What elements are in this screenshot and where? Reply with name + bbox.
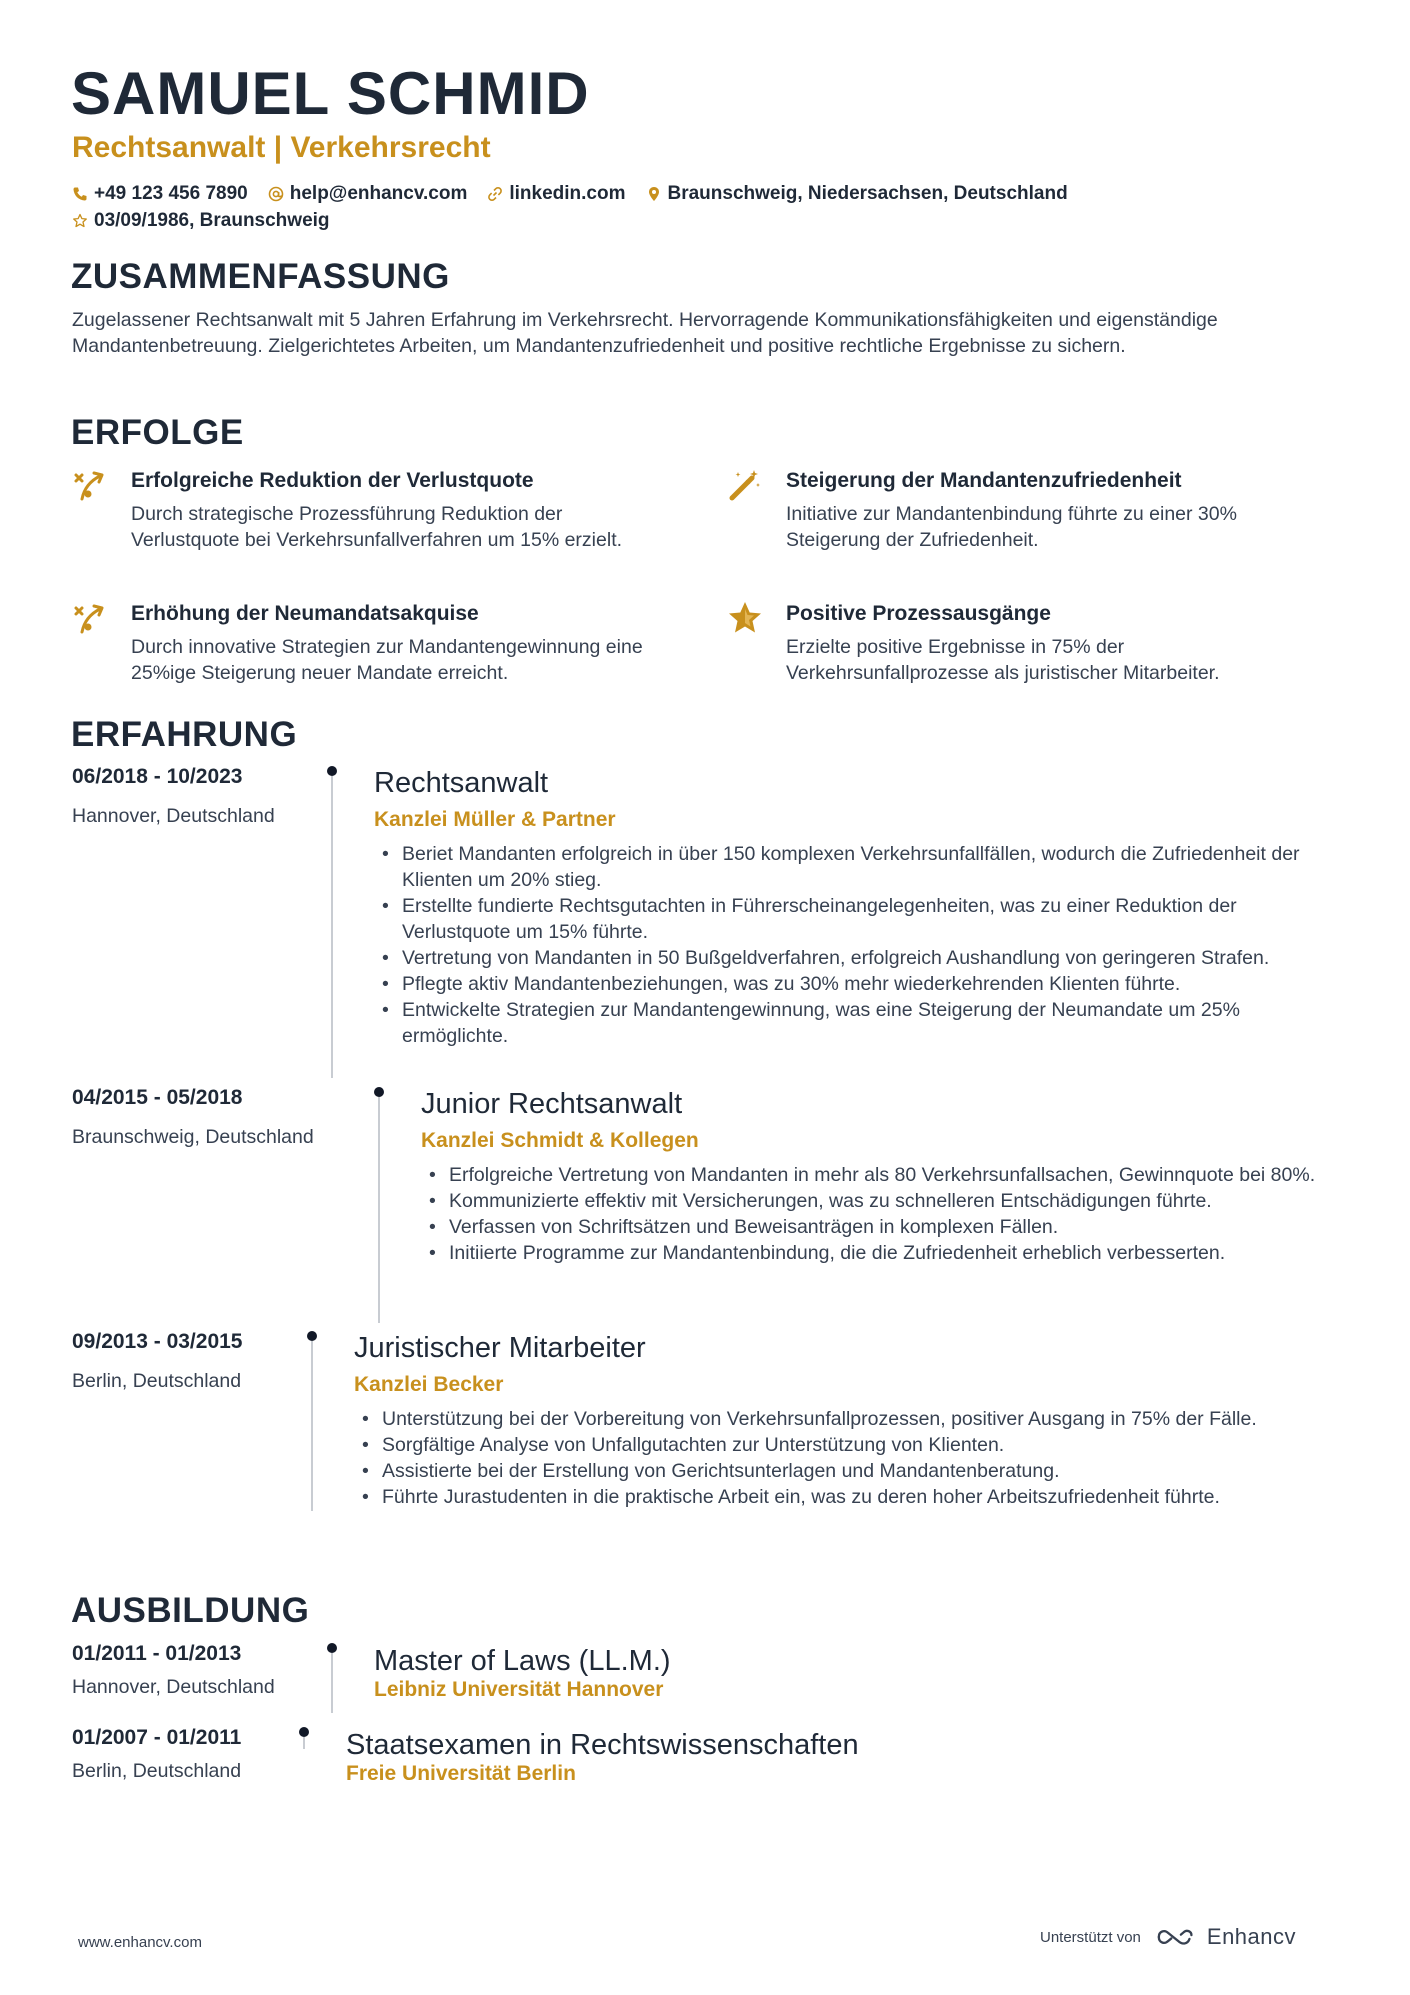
- brand-name: Enhancv: [1206, 1924, 1297, 1949]
- phone-text: +49 123 456 7890: [94, 183, 248, 204]
- job-bullet: • Sorgfältige Analyse von Unfallgutachten zur Unterstützung von Klienten.: [354, 1432, 1344, 1458]
- education-location: Berlin, Deutschland: [72, 1760, 242, 1782]
- job-bullets: [374, 841, 1334, 1049]
- job-role: Junior Rechtsanwalt: [421, 1088, 683, 1120]
- job-role: Rechtsanwalt: [374, 767, 549, 799]
- job-title: Rechtsanwalt | Verkehrsrecht: [72, 131, 491, 164]
- achievement-title: Erfolgreiche Reduktion der Verlustquote: [131, 469, 534, 492]
- job-bullet: • Entwickelte Strategien zur Mandantengewinnung, was eine Steigerung der Neumandate um 25% ermöglichte.: [374, 997, 1334, 1049]
- job-bullet: • Vertretung von Mandanten in 50 Bußgeldverfahren, erfolgreich Aushandlung von geringeren Strafen.: [374, 945, 1334, 971]
- achievement-description: Initiative zur Mandantenbindung führte zu einer 30% Steigerung der Zufriedenheit.: [786, 503, 1237, 551]
- achievement-title: Positive Prozessausgänge: [786, 602, 1051, 625]
- powered-by-text: Unterstützt von: [1040, 1928, 1141, 1946]
- candidate-name: SAMUEL SCHMID: [71, 60, 590, 127]
- achievement-description: Durch strategische Prozessführung Reduktion der Verlustquote bei Verkehrsunfallverfahren um 15% erzielt.: [131, 503, 623, 551]
- job-bullet: • Pflegte aktiv Mandantenbeziehungen, was zu 30% mehr wiederkehrenden Klienten führte.: [374, 971, 1334, 997]
- star-icon: [727, 600, 763, 636]
- experience-heading: ERFAHRUNG: [71, 715, 298, 754]
- achievements-heading: ERFOLGE: [71, 413, 244, 452]
- achievement-title: Steigerung der Mandantenzufriedenheit: [786, 469, 1182, 492]
- job-bullet: • Beriet Mandanten erfolgreich in über 150 komplexen Verkehrsunfallfällen, wodurch die Zufriedenheit der Klienten um 20% stieg.: [374, 841, 1334, 893]
- email-text: help@enhancv.com: [289, 183, 468, 204]
- footer-branding: [1040, 1924, 1296, 1950]
- contact-row: [72, 181, 1088, 207]
- achievement-title: Erhöhung der Neumandatsakquise: [131, 602, 479, 625]
- education-dates: 01/2011 - 01/2013: [72, 1642, 242, 1665]
- timeline-dot: [307, 1331, 317, 1341]
- at-icon: [268, 186, 284, 202]
- contact-phone[interactable]: [72, 181, 248, 207]
- strategy-icon: [72, 600, 108, 636]
- star-outline-icon: [72, 213, 88, 229]
- location-text: Braunschweig, Niedersachsen, Deutschland: [667, 183, 1068, 204]
- job-bullet: • Erstellte fundierte Rechtsgutachten in Führerscheinangelegenheiten, was zu einer Reduktion der Verlustquote um 15% führte.: [374, 893, 1334, 945]
- timeline-line: [378, 1097, 380, 1323]
- education-school: Leibniz Universität Hannover: [374, 1678, 664, 1701]
- contact-email[interactable]: [268, 181, 468, 207]
- phone-icon: [72, 186, 88, 202]
- linkedin-text: linkedin.com: [509, 183, 626, 204]
- education-degree: Staatsexamen in Rechtswissenschaften: [346, 1729, 859, 1761]
- timeline-line: [331, 776, 333, 1078]
- achievement-description: Erzielte positive Ergebnisse in 75% der Verkehrsunfallprozesse als juristischer Mitarbeiter.: [786, 636, 1220, 684]
- contact-linkedin[interactable]: [487, 181, 625, 207]
- job-bullet: • Erfolgreiche Vertretung von Mandanten in mehr als 80 Verkehrsunfallsachen, Gewinnquote bei 80%.: [421, 1162, 1341, 1188]
- job-bullet: • Führte Jurastudenten in die praktische Arbeit ein, was zu deren hoher Arbeitszufriedenheit führte.: [354, 1484, 1344, 1510]
- timeline-line: [331, 1653, 333, 1713]
- job-company: Kanzlei Schmidt & Kollegen: [421, 1129, 699, 1152]
- education-school: Freie Universität Berlin: [346, 1762, 576, 1785]
- timeline-dot: [327, 766, 337, 776]
- job-bullet: • Unterstützung bei der Vorbereitung von Verkehrsunfallprozessen, positiver Ausgang in 75% der Fälle.: [354, 1406, 1344, 1432]
- contact-location: [646, 181, 1068, 207]
- job-location: Berlin, Deutschland: [72, 1370, 242, 1392]
- job-dates: 09/2013 - 03/2015: [72, 1330, 243, 1353]
- job-company: Kanzlei Becker: [354, 1373, 504, 1396]
- link-icon: [487, 186, 503, 202]
- job-bullet: • Assistierte bei der Erstellung von Gerichtsunterlagen und Mandantenberatung.: [354, 1458, 1344, 1484]
- footer-website[interactable]: www.enhancv.com: [78, 1934, 202, 1951]
- education-heading: AUSBILDUNG: [71, 1591, 310, 1630]
- summary-text: Zugelassener Rechtsanwalt mit 5 Jahren Erfahrung im Verkehrsrecht. Hervorragende Kommunikationsfähigkeiten und eigenständige Mandantenbetreuung. Zielgerichtetes Arbeiten, um Mandantenzufriedenheit und positive rechtliche Ergebnisse zu sichern.: [72, 309, 1218, 357]
- magic-wand-icon: [727, 467, 763, 503]
- job-dates: 06/2018 - 10/2023: [72, 765, 243, 788]
- timeline-dot: [327, 1643, 337, 1653]
- job-bullet: • Verfassen von Schriftsätzen und Beweisanträgen in komplexen Fällen.: [421, 1214, 1341, 1240]
- summary-heading: ZUSAMMENFASSUNG: [71, 257, 450, 296]
- timeline-dot: [299, 1727, 309, 1737]
- timeline-dot: [374, 1087, 384, 1097]
- education-degree: Master of Laws (LL.M.): [374, 1645, 671, 1677]
- job-bullets: [421, 1162, 1341, 1266]
- education-location: Hannover, Deutschland: [72, 1676, 275, 1698]
- timeline-line: [311, 1341, 313, 1511]
- strategy-icon: [72, 467, 108, 503]
- job-dates: 04/2015 - 05/2018: [72, 1086, 243, 1109]
- achievement-description: Durch innovative Strategien zur Mandantengewinnung eine 25%ige Steigerung neuer Mandate erreicht.: [131, 636, 643, 684]
- timeline-line: [303, 1737, 305, 1749]
- location-pin-icon: [646, 186, 662, 202]
- job-company: Kanzlei Müller & Partner: [374, 808, 616, 831]
- enhancv-logo-icon: [1155, 1925, 1201, 1949]
- job-location: Hannover, Deutschland: [72, 805, 275, 827]
- job-role: Juristischer Mitarbeiter: [354, 1332, 646, 1364]
- job-bullets: [354, 1406, 1344, 1510]
- contact-birth: [72, 208, 330, 234]
- education-dates: 01/2007 - 01/2011: [72, 1726, 242, 1749]
- birth-text: 03/09/1986, Braunschweig: [94, 210, 330, 231]
- job-bullet: • Kommunizierte effektiv mit Versicherungen, was zu schnelleren Entschädigungen führte.: [421, 1188, 1341, 1214]
- birth-row: [72, 208, 350, 234]
- job-bullet: • Initiierte Programme zur Mandantenbindung, die die Zufriedenheit erheblich verbesserten.: [421, 1240, 1341, 1266]
- job-location: Braunschweig, Deutschland: [72, 1126, 314, 1148]
